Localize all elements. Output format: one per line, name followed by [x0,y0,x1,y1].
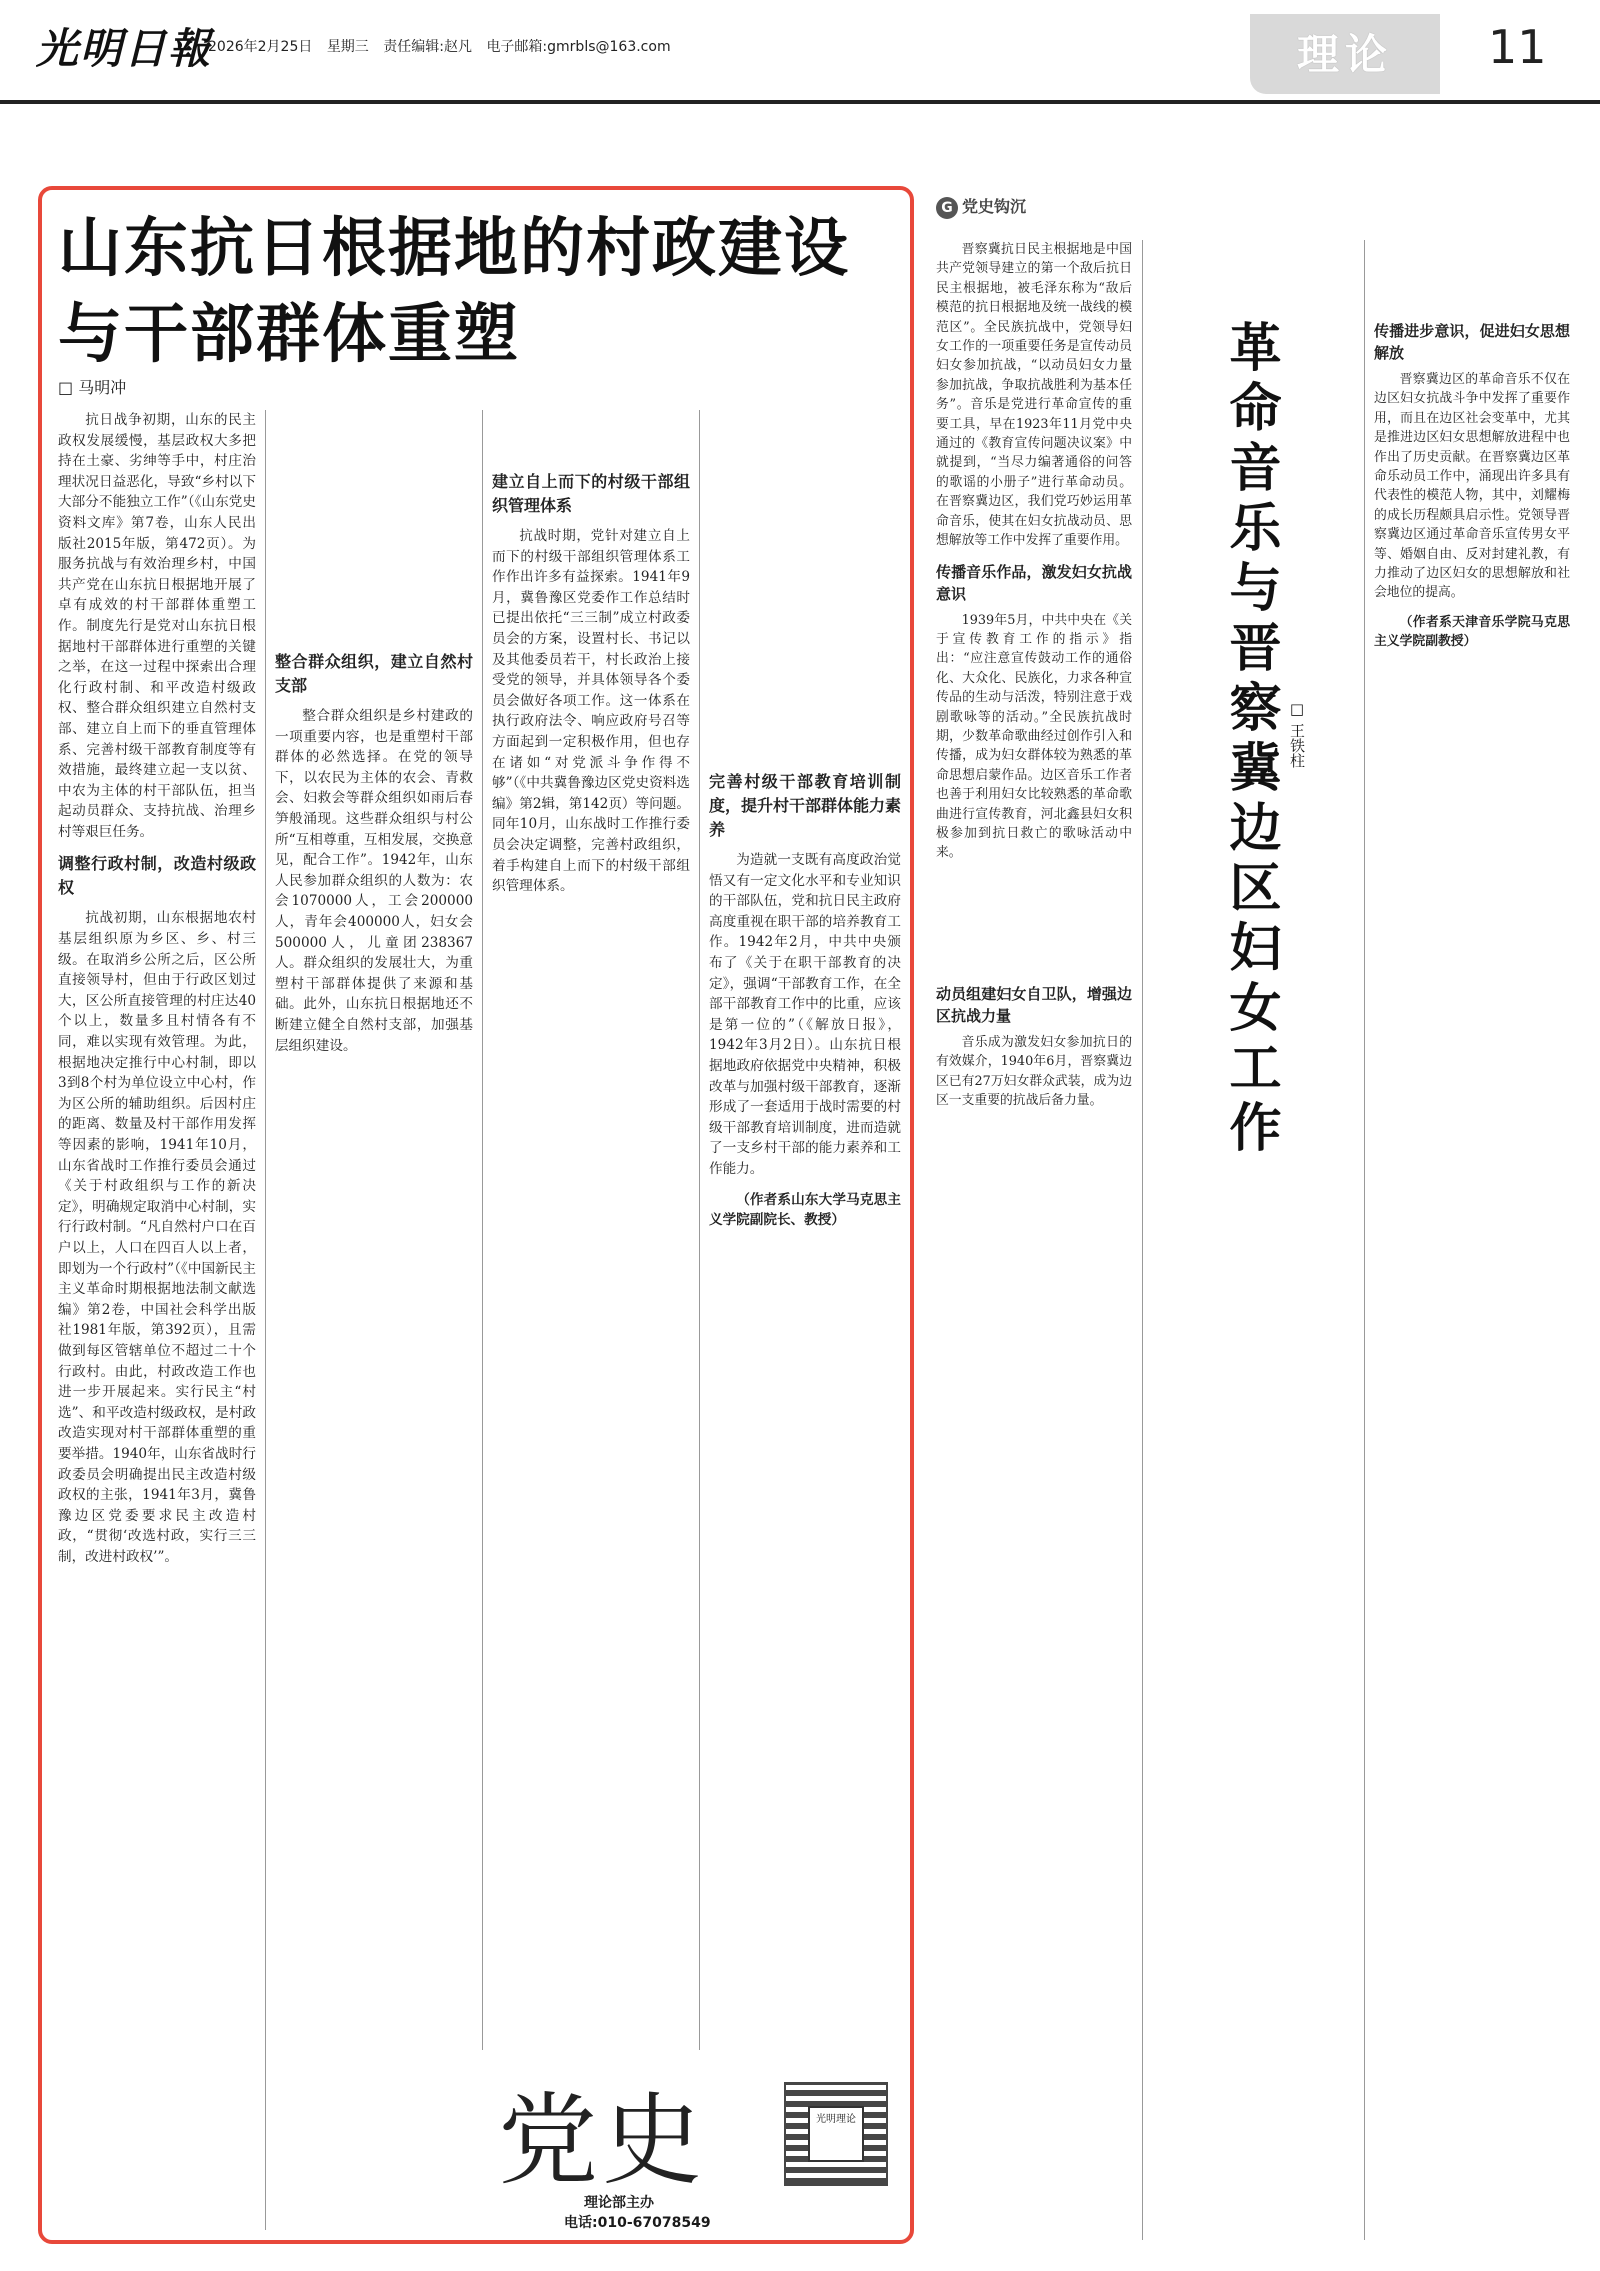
section-body: 为造就一支既有高度政治觉悟又有一定文化水平和专业知识的干部队伍，党和抗日民主政府高度重视在职干部的培养教育工作。1942年2月，中共中央颁布了《关于在职干部教育的决定》，强调“干部教育工作，在全部干部教育工作中的比重，应该是第一位的”（《解放日报》，1942年3月2日）。山东抗日根据地政府依据党中央精神，积极改革与加强村级干部教育，逐渐形成了一套适用于战时需要的村级干部教育培训制度，进而造就了一支乡村干部的能力素养和工作能力。 [709,852,901,1177]
article-author-note: （作者系山东大学马克思主义学院副院长、教授） [709,1191,901,1229]
section-heading: 建立自上而下的村级干部组织管理体系 [492,472,690,515]
article-intro: 抗日战争初期，山东的民主政权发展缓慢，基层政权大多把持在土豪、劣绅等手中，村庄治理状况日益恶化，导致“乡村以下大部分不能独立工作”（《山东党史资料文库》第7卷，山东人民出版社2015年版，第472页）。为服务抗战与有效治理乡村，中国共产党在山东抗日根据地开展了卓有成效的村干部群体重塑工作。制度先行是党对山东抗日根据地村干部群体进行重塑的关键之举，在这一过程中探索出合理化行政村制、和平改造村级政权、整合群众组织建立自然村支部、建立自上而下的垂直管理体系、完善村级干部教育制度等有效措施，最终建立起一支以贫、中农为主体的村干部队伍，担当起动员群众、支持抗战、治理乡村等艰巨任务。 [58,412,256,840]
right-section-tag [936,194,1026,219]
section-body: 抗战初期，山东根据地农村基层组织原为乡区、乡、村三级。在取消乡公所之后，区公所直接领导村，但由于行政区划过大，区公所直接管理的村庄达40个以上，数量多且村情各有不同，难以实现有效管理。为此，根据地决定推行中心村制，即以3到8个村为单位设立中心村，作为区公所的辅助组织。后因村庄的距离、数量及村干部作用发挥等因素的影响，1941年10月，山东省战时工作推行委员会通过《关于村政组织与工作的新决定》，明确规定取消中心村制，实行行政村制。“凡自然村户口在百户以上，人口在四百人以上者，即划为一个行政村”（《中国新民主主义革命时期根据地法制文献选编》第2卷，中国社会科学出版社1981年版，第392页），且需做到每区管辖单位不超过二十个行政村。由此，村政改造工作也进一步开展起来。实行民主“村选”、和平改造村级政权，是村政改造实现对村干部群体重塑的重要举措。1940年，山东省战时行政委员会明确提出民主改造村级政权的主张，1941年3月，冀鲁豫边区党委要求民主改造村政，“贯彻‘改选村政，实行三三制，改进村政权’”。 [58,910,256,1565]
section-body: 整合群众组织是乡村建政的一项重要内容，也是重塑村干部群体的必然选择。在党的领导下，以农民为主体的农会、青救会、妇救会等群众组织如雨后春笋般涌现。这些群众组织与村公所“互相尊重，互相发展，交换意见，配合工作”。1942年，山东人民参加群众组织的人数为：农会1070000人，工会200000人，青年会400000人，妇女会500000人，儿童团238367人。群众组织的发展壮大，为重塑村干部群体提供了来源和基础。此外，山东抗日根据地还不断建立健全自然村支部，加强基层组织建设。 [275,708,473,1054]
article-column-3 [492,410,690,897]
article-column-2 [275,410,473,1056]
article-column-1 [58,410,256,1567]
dangshi-host: 理论部主办 [584,2195,654,2211]
right-article-title[interactable]: 革命音乐与晋察冀边区妇女工作 [1220,320,1280,1160]
article-column-4 [709,410,901,1231]
article-byline: □ 马明冲 [58,378,127,397]
qr-code-label: 光明理论 [808,2106,864,2162]
section-body: 抗战时期，党针对建立自上而下的村级干部组织管理体系工作作出许多有益探索。1941年9月，冀鲁豫区党委作工作总结时已提出依托“三三制”成立村政委员会的方案，设置村长、书记以及其他委员若干，村长政治上接受党的领导，并具体领导各个委员会做好各项工作。这一体系在执行政府法令、响应政府号召等方面起到一定积极作用，但也存在诸如“对党派斗争作得不够”（《中共冀鲁豫边区党史资料选编》第2辑，第142页）等问题。同年10月，山东战时工作推行委员会决定调整，完善村政组织，着手构建自上而下的村级干部组织管理体系。 [492,528,690,895]
masthead: 光明日報 [36,24,213,73]
issue-meta [208,36,681,56]
column-divider [482,410,483,2050]
section-heading: 完善村级干部教育培训制度，提升村干部群体能力素养 [709,772,902,839]
right-section-heading: 动员组建妇女自卫队，增强边区抗战力量 [936,984,1132,1025]
right-section-tag-label: 党史钩沉 [962,197,1027,216]
section-label: 理论 [1296,30,1393,79]
editor-credit: 责任编辑:赵凡 [383,39,472,55]
right-intro: 晋察冀抗日民主根据地是中国共产党领导建立的第一个敌后抗日民主根据地，被毛泽东称为“敌后模范的抗日根据地及统一战线的模范区”。全民族抗战中，党领导妇女工作的一项重要任务是宣传动员妇女参加抗战，“以动员妇女力量参加抗战，争取抗战胜利为基本任务”。音乐是党进行革命宣传的重要工具，早在1923年11月党中央通过的《教育宣传问题决议案》中就提到，“当尽力编著通俗的问答的歌谣的小册子”进行革命动员。在晋察冀边区，我们党巧妙运用革命音乐，使其在妇女抗战动员、思想解放等工作中发挥了重要作用。 [936,242,1132,549]
right-column-divider [1364,240,1365,2240]
column-divider [699,410,700,2050]
section-heading: 调整行政村制，改造村级政权 [58,854,256,898]
right-author-note: （作者系天津音乐学院马克思主义学院副教授） [1374,614,1570,650]
column-divider [265,410,266,2230]
issue-weekday: 星期三 [326,39,369,55]
editor-email[interactable]: 电子邮箱:gmrbls@163.com [486,39,671,55]
right-section-body: 晋察冀边区的革命音乐不仅在边区妇女抗战斗争中发挥了重要作用，而且在边区社会变革中，尤其是推进边区妇女思想解放进程中也作出了历史贡献。在晋察冀边区革命乐动员工作中，涌现出许多具有代表性的模范人物，其中，刘耀梅的成长历程颇具启示性。党领导晋察冀边区通过革命音乐宣传男女平等、婚姻自由、反对封建礼教，有力推动了边区妇女的思想解放和社会地位的提高。 [1374,372,1570,601]
right-column-3 [1374,240,1570,652]
right-column-1 [936,240,1132,1110]
right-section-body: 1939年5月，中共中央在《关于宣传教育工作的指示》指出：“应注意宣传鼓动工作的通俗化、大众化、民族化，力求各种宣传品的生动与活泼，特别注意于戏剧歌咏等的活动。”全民族抗战时期，少数革命歌曲经过创作引入和传播，成为妇女群体较为熟悉的革命思想启蒙作品。边区音乐工作者也善于利用妇女比较熟悉的革命歌曲进行宣传教育，河北鑫县妇女积极参加到抗日救亡的歌咏活动中来。 [936,612,1132,861]
right-section-heading: 传播进步意识，促进妇女思想解放 [1374,322,1570,362]
issue-date: 2026年2月25日 [208,39,313,55]
section-tag-icon: G [936,197,958,219]
page-number: 11 [1488,20,1547,74]
right-section-heading: 传播音乐作品，激发妇女抗战意识 [936,562,1132,603]
right-article-byline: □ 王铁柱 [1288,700,1306,768]
article-title[interactable]: 山东抗日根据地的村政建设与干部群体重塑 [58,212,850,372]
header-divider [0,100,1600,104]
right-section-body: 音乐成为激发妇女参加抗日的有效媒介，1940年6月，晋察冀边区已有27万妇女群众武装，成为边区一支重要的抗战后备力量。 [936,1034,1132,1108]
dangshi-column-title: 党史 [498,2082,706,2199]
dangshi-phone: 电话:010-67078549 [564,2215,711,2231]
section-heading: 整合群众组织，建立自然村支部 [275,652,473,695]
right-column-divider [1142,240,1143,2240]
